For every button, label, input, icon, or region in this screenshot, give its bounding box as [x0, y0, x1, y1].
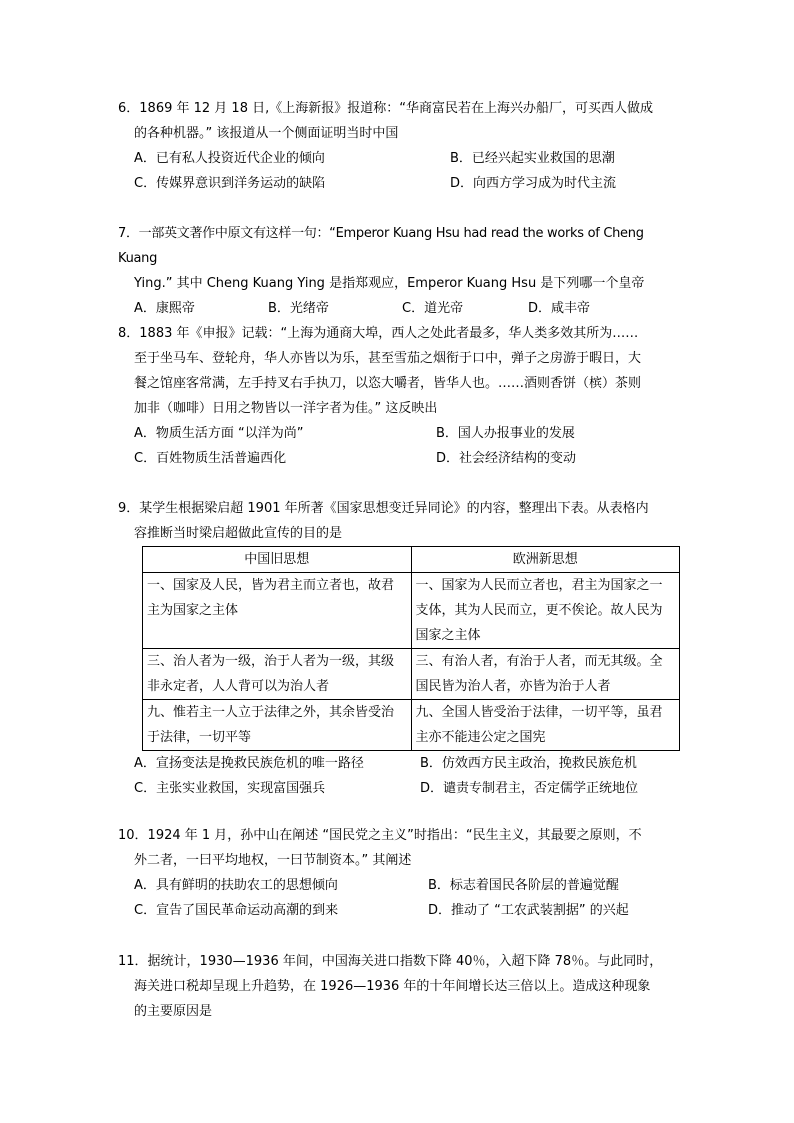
stem-line: 加非（咖啡）日用之物皆以一洋字者为佳。” 这反映出: [134, 401, 438, 416]
options-row: [118, 171, 678, 196]
question-7-stem: [118, 221, 678, 296]
question-6-stem: [118, 96, 678, 146]
question-9: [118, 496, 678, 801]
question-8: [118, 321, 678, 471]
option-b[interactable]: B．国人办报事业的发展: [436, 426, 575, 441]
question-8-stem: [118, 321, 678, 421]
option-b[interactable]: B．标志着国民各阶层的普遍觉醒: [428, 878, 619, 893]
table-header-row: [143, 547, 680, 573]
option-a[interactable]: A．康熙帝: [134, 301, 195, 316]
option-d[interactable]: D．社会经济结构的变动: [436, 451, 577, 466]
option-b[interactable]: B．已经兴起实业救国的思潮: [450, 151, 615, 166]
table-header-cell: 欧洲新思想: [411, 547, 680, 573]
option-a[interactable]: A．已有私人投资近代企业的倾向: [134, 151, 325, 166]
options-row: [118, 873, 678, 898]
stem-line: 至于坐马车、登轮舟，华人亦皆以为乐，甚至雪茄之烟衔于口中，弹子之房游于暇日，大: [134, 351, 642, 366]
options-row: [118, 421, 678, 446]
table-cell: 九、全国人皆受治于法律，一切平等，虽君主亦不能违公定之国宪: [411, 700, 680, 751]
stem-line: 9．某学生根据梁启超 1901 年所著《国家思想变迁异同论》的内容，整理出下表。从表格内: [118, 501, 649, 516]
table-header-cell: 中国旧思想: [143, 547, 412, 573]
table-cell: 三、有治人者，有治于人者，而无其级。全国民皆为治人者，亦皆为治于人者: [411, 649, 680, 700]
option-a[interactable]: A．物质生活方面 “以洋为尚”: [134, 426, 304, 441]
option-b[interactable]: B．光绪帝: [268, 301, 329, 316]
table-cell: 九、惟若主一人立于法律之外，其余皆受治于法律，一切平等: [143, 700, 412, 751]
table-row: [143, 573, 680, 649]
stem-line: 8．1883 年《申报》记载：“上海为通商大埠，西人之处此者最多，华人类多效其所为……: [118, 326, 639, 341]
option-c[interactable]: C．传媒界意识到洋务运动的缺陷: [134, 176, 326, 191]
option-d[interactable]: D．向西方学习成为时代主流: [450, 176, 617, 191]
stem-line: 11．据统计，1930—1936 年间，中国海关进口指数下降 40％，入超下降 78％。与此同时，: [118, 954, 663, 969]
stem-line: 6．1869 年 12 月 18 日,《上海新报》报道称：“华商富民若在上海兴办船厂，可买西人做成: [118, 101, 653, 116]
question-6: [118, 96, 678, 196]
question-11-stem: [118, 949, 678, 1024]
stem-line: 10．1924 年 1 月，孙中山在阐述 “国民党之主义”时指出：“民生主义，其最要之原则，不: [118, 828, 642, 843]
question-11: [118, 949, 678, 1024]
stem-line: 外二者，一曰平均地权，一曰节制资本。” 其阐述: [134, 853, 412, 868]
option-c[interactable]: C．百姓物质生活普遍西化: [134, 451, 287, 466]
options-row: [118, 296, 678, 321]
option-d[interactable]: D．推动了 “工农武装割据” 的兴起: [428, 903, 629, 918]
table-cell: 一、国家为人民而立者也，君主为国家之一支体，其为人民而立，更不俟论。故人民为国家之主体: [411, 573, 680, 649]
option-b[interactable]: B．仿效西方民主政治，挽救民族危机: [420, 756, 637, 771]
table-cell: 一、国家及人民，皆为君主而立者也，故君主为国家之主体: [143, 573, 412, 649]
question-7: [118, 221, 678, 321]
option-d[interactable]: D．谴责专制君主，否定儒学正统地位: [420, 781, 639, 796]
stem-line: 餐之馆座客常满，左手持叉右手执刀，以恣大嚼者，皆华人也。……酒则香饼（槟）茶则: [134, 376, 642, 391]
options-row: [118, 751, 678, 776]
table-row: [143, 700, 680, 751]
options-row: [118, 776, 678, 801]
question-10: [118, 823, 678, 923]
option-a[interactable]: A．具有鲜明的扶助农工的思想倾向: [134, 878, 338, 893]
question-10-stem: [118, 823, 678, 873]
stem-line: Ying.” 其中 Cheng Kuang Ying 是指郑观应，Emperor Kuang Hsu 是下列哪一个皇帝: [134, 276, 645, 291]
options-row: [118, 446, 678, 471]
option-c[interactable]: C．道光帝: [402, 301, 464, 316]
options-row: [118, 898, 678, 923]
option-c[interactable]: C．主张实业救国，实现富国强兵: [134, 781, 326, 796]
options-row: [118, 146, 678, 171]
stem-line: 容推断当时梁启超做此宣传的目的是: [134, 526, 343, 541]
question-9-stem: [118, 496, 678, 546]
comparison-table: [142, 546, 680, 751]
table-cell: 三、治人者为一级，治于人者为一级，其级非永定者，人人背可以为治人者: [143, 649, 412, 700]
option-d[interactable]: D．咸丰帝: [528, 301, 591, 316]
option-a[interactable]: A．宣扬变法是挽救民族危机的唯一路径: [134, 756, 364, 771]
stem-line: 海关进口税却呈现上升趋势，在 1926—1936 年的十年间增长达三倍以上。造成这种现象: [134, 979, 651, 994]
stem-line: 的各种机器。” 该报道从一个侧面证明当时中国: [134, 126, 399, 141]
stem-line: 的主要原因是: [134, 1004, 213, 1019]
option-c[interactable]: C．宣告了国民革命运动高潮的到来: [134, 903, 339, 918]
table-row: [143, 649, 680, 700]
stem-line: 7．一部英文著作中原文有这样一句：“Emperor Kuang Hsu had read the works of Cheng Kuang: [118, 226, 644, 266]
